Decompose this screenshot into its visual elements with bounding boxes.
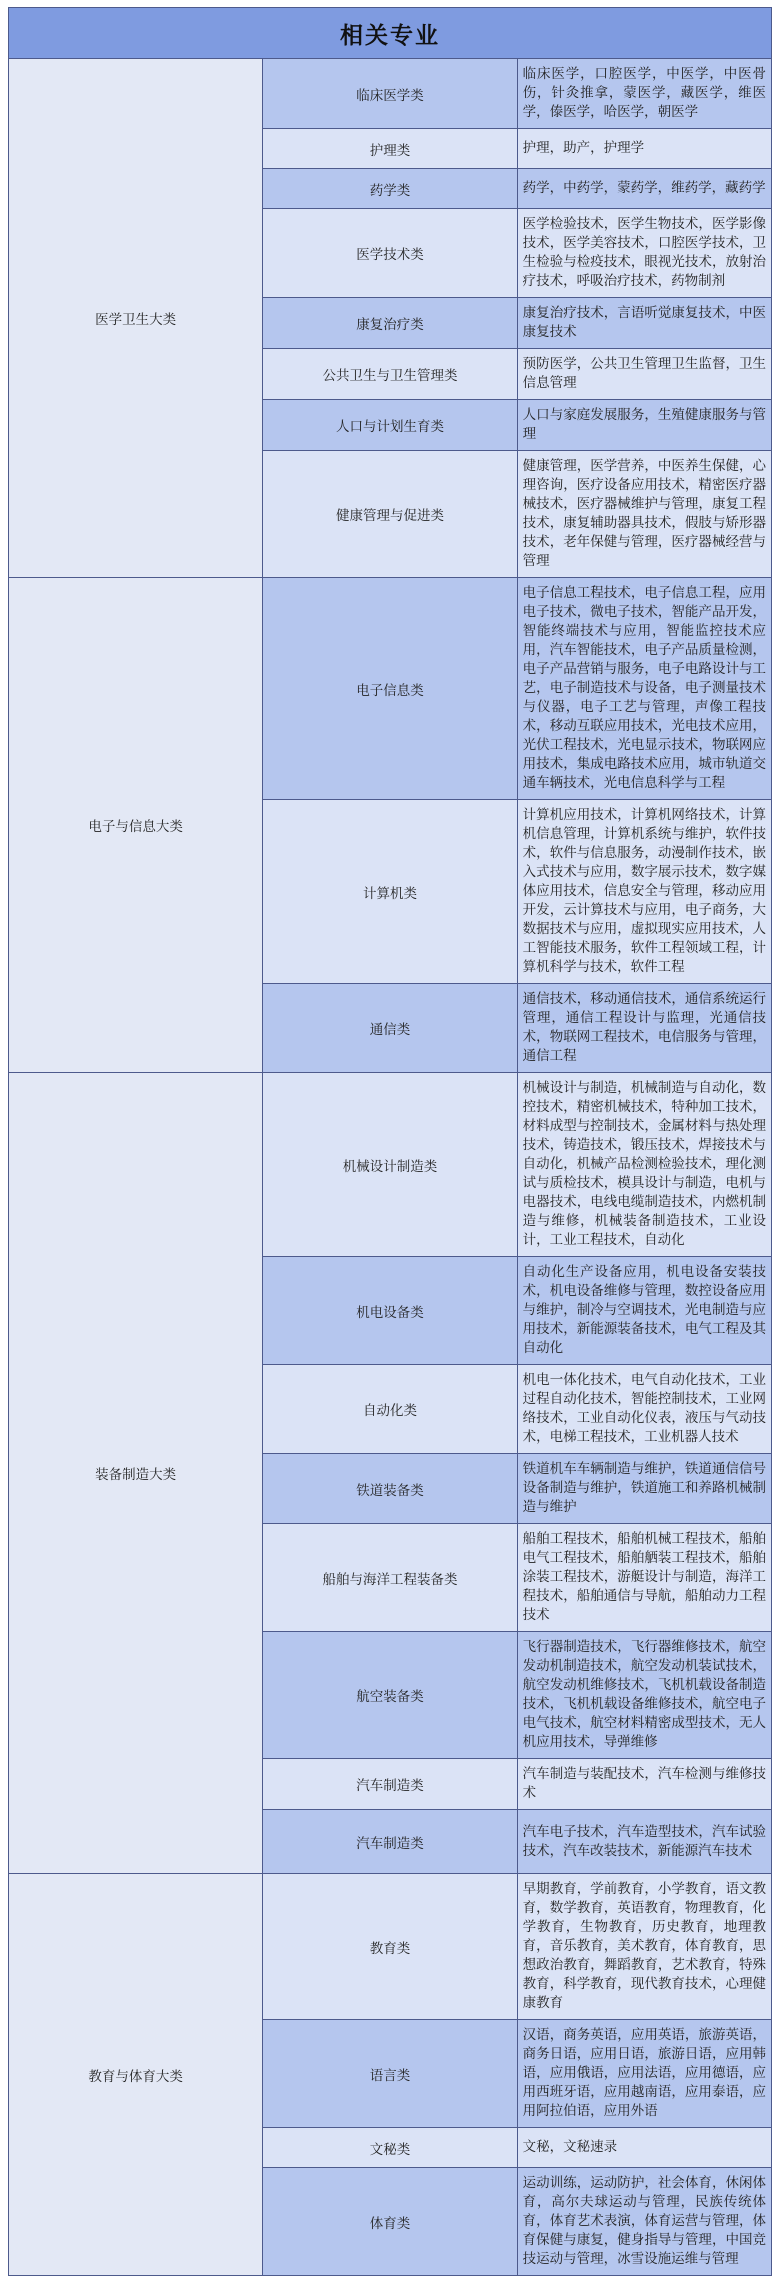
majors-cell: 机电一体化技术，电气自动化技术，工业过程自动化技术，智能控制技术，工业网络技术，工业自动化仪表，液压与气动技术，电梯工程技术，工业机器人技术 [517,1365,771,1454]
subcategory-cell: 护理类 [263,129,517,169]
majors-cell: 预防医学，公共卫生管理卫生监督，卫生信息管理 [517,349,771,400]
majors-cell: 汽车电子技术，汽车造型技术，汽车试验技术，汽车改装技术，新能源汽车技术 [517,1810,771,1874]
majors-cell: 通信技术，移动通信技术，通信系统运行管理，通信工程设计与监理，光通信技术，物联网工程技术，电信服务与管理，通信工程 [517,984,771,1073]
subcategory-cell: 电子信息类 [263,578,517,800]
category-cell: 教育与体育大类 [9,1874,263,2276]
majors-cell: 临床医学，口腔医学，中医学，中医骨伤，针灸推拿，蒙医学，藏医学，维医学，傣医学，哈医学，朝医学 [517,59,771,129]
majors-cell: 汽车制造与装配技术，汽车检测与维修技术 [517,1759,771,1810]
majors-cell: 康复治疗技术，言语听觉康复技术，中医康复技术 [517,298,771,349]
table-row [9,1073,772,1257]
majors-cell: 计算机应用技术，计算机网络技术，计算机信息管理，计算机系统与维护，软件技术，软件与信息服务，动漫制作技术，嵌入式技术与应用，数字展示技术，数字媒体应用技术，信息安全与管理，移动应用开发，云计算技术与应用，电子商务，大数据技术与应用，虚拟现实应用技术，人工智能技术服务，软件工程领域工程，计算机科学与技术，软件工程 [517,800,771,984]
subcategory-cell: 体育类 [263,2168,517,2276]
page-title: 相关专业 [9,8,772,59]
majors-cell: 电子信息工程技术，电子信息工程，应用电子技术，微电子技术，智能产品开发，智能终端技术与应用，智能监控技术应用，汽车智能技术，电子产品质量检测，电子产品营销与服务，电子电路设计与工艺，电子制造技术与设备，电子测量技术与仪器，电子工艺与管理，声像工程技术，移动互联应用技术，光电技术应用，光伏工程技术，光电显示技术，物联网应用技术，集成电路技术应用，城市轨道交通车辆技术，光电信息科学与工程 [517,578,771,800]
subcategory-cell: 机电设备类 [263,1257,517,1365]
majors-table-container [8,7,772,2276]
table-row [9,59,772,129]
subcategory-cell: 药学类 [263,169,517,209]
majors-cell: 船舶工程技术，船舶机械工程技术，船舶电气工程技术，船舶舾装工程技术，船舶涂装工程技术，游艇设计与制造，海洋工程技术，船舶通信与导航，船舶动力工程技术 [517,1524,771,1632]
majors-cell: 铁道机车车辆制造与维护，铁道通信信号设备制造与维护，铁道施工和养路机械制造与维护 [517,1454,771,1524]
subcategory-cell: 铁道装备类 [263,1454,517,1524]
majors-cell: 机械设计与制造，机械制造与自动化，数控技术，精密机械技术，特种加工技术，材料成型与控制技术，金属材料与热处理技术，铸造技术，锻压技术，焊接技术与自动化，机械产品检测检验技术，理化测试与质检技术，模具设计与制造，电机与电器技术，电线电缆制造技术，内燃机制造与维修，机械装备制造技术，工业设计，工业工程技术，自动化 [517,1073,771,1257]
subcategory-cell: 文秘类 [263,2128,517,2168]
category-cell: 电子与信息大类 [9,578,263,1073]
majors-cell: 药学，中药学，蒙药学，维药学，藏药学 [517,169,771,209]
subcategory-cell: 自动化类 [263,1365,517,1454]
majors-table-body [9,59,772,2276]
majors-cell: 运动训练，运动防护，社会体育，休闲体育，高尔夫球运动与管理，民族传统体育，体育艺术表演，体育运营与管理，体育保健与康复，健身指导与管理，中国竞技运动与管理，冰雪设施运维与管理 [517,2168,771,2276]
subcategory-cell: 通信类 [263,984,517,1073]
majors-cell: 早期教育，学前教育，小学教育，语文教育，数学教育，英语教育，物理教育，化学教育，生物教育，历史教育，地理教育，音乐教育，美术教育，体育教育，思想政治教育，舞蹈教育，艺术教育，特殊教育，科学教育，现代教育技术，心理健康教育 [517,1874,771,2020]
subcategory-cell: 健康管理与促进类 [263,451,517,578]
majors-cell: 文秘，文秘速录 [517,2128,771,2168]
subcategory-cell: 机械设计制造类 [263,1073,517,1257]
majors-cell: 健康管理，医学营养，中医养生保健，心理咨询，医疗设备应用技术，精密医疗器械技术，医疗器械维护与管理，康复工程技术，康复辅助器具技术，假肢与矫形器技术，老年保健与管理，医疗器械经营与管理 [517,451,771,578]
subcategory-cell: 航空装备类 [263,1632,517,1759]
majors-cell: 医学检验技术，医学生物技术，医学影像技术，医学美容技术，口腔医学技术，卫生检验与检疫技术，眼视光技术，放射治疗技术，呼吸治疗技术，药物制剂 [517,209,771,298]
subcategory-cell: 康复治疗类 [263,298,517,349]
subcategory-cell: 语言类 [263,2020,517,2128]
subcategory-cell: 临床医学类 [263,59,517,129]
table-row [9,578,772,800]
subcategory-cell: 计算机类 [263,800,517,984]
subcategory-cell: 医学技术类 [263,209,517,298]
subcategory-cell: 教育类 [263,1874,517,2020]
category-cell: 装备制造大类 [9,1073,263,1874]
subcategory-cell: 汽车制造类 [263,1759,517,1810]
majors-cell: 飞行器制造技术，飞行器维修技术，航空发动机制造技术，航空发动机装试技术，航空发动机维修技术，飞机机载设备制造技术，飞机机载设备维修技术，航空电子电气技术，航空材料精密成型技术，无人机应用技术，导弹维修 [517,1632,771,1759]
majors-table [8,7,772,2276]
table-row [9,1874,772,2020]
majors-cell: 人口与家庭发展服务，生殖健康服务与管理 [517,400,771,451]
category-cell: 医学卫生大类 [9,59,263,578]
subcategory-cell: 人口与计划生育类 [263,400,517,451]
subcategory-cell: 船舶与海洋工程装备类 [263,1524,517,1632]
majors-cell: 护理，助产，护理学 [517,129,771,169]
majors-cell: 汉语，商务英语，应用英语，旅游英语，商务日语，应用日语，旅游日语，应用韩语，应用俄语，应用法语，应用德语，应用西班牙语，应用越南语，应用泰语，应用阿拉伯语，应用外语 [517,2020,771,2128]
subcategory-cell: 公共卫生与卫生管理类 [263,349,517,400]
majors-cell: 自动化生产设备应用，机电设备安装技术，机电设备维修与管理，数控设备应用与维护，制冷与空调技术，光电制造与应用技术，新能源装备技术，电气工程及其自动化 [517,1257,771,1365]
subcategory-cell: 汽车制造类 [263,1810,517,1874]
